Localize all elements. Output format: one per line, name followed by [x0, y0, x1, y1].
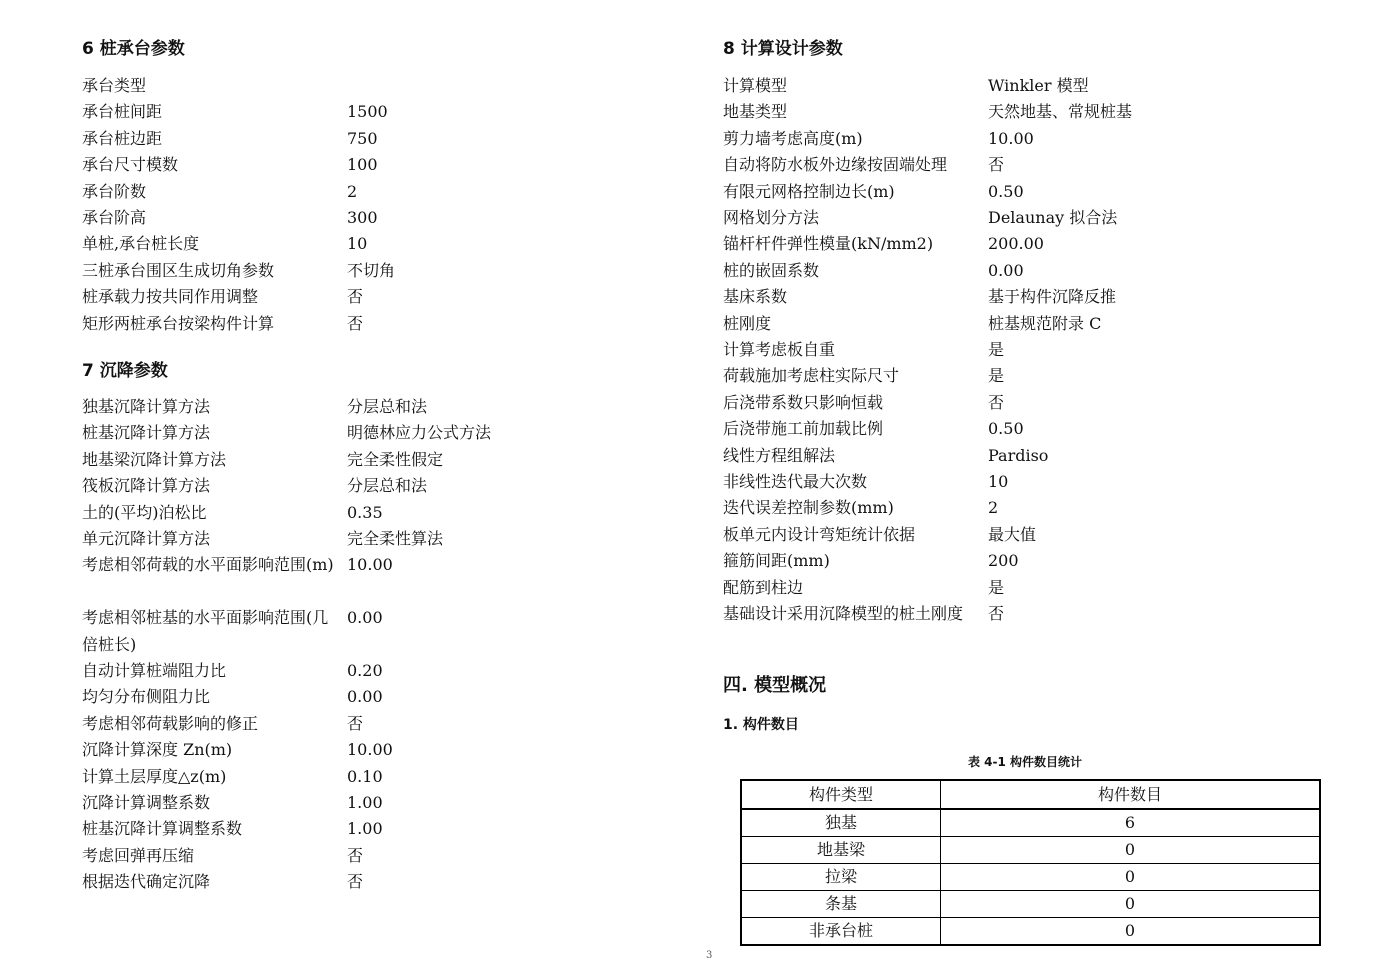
- param-label: 矩形两桩承台按梁构件计算: [82, 313, 275, 333]
- param-value: 完全柔性算法: [347, 529, 444, 548]
- param-label: 计算考虑板自重: [723, 340, 836, 359]
- section-6-heading: [82, 34, 185, 59]
- param-label: 箍筋间距(mm): [723, 551, 830, 571]
- param-label: 地基梁沉降计算方法: [82, 449, 227, 469]
- param-label: 均匀分布侧阻力比: [82, 687, 211, 707]
- param-value: 分层总和法: [347, 476, 428, 496]
- header-component-type: 构件类型: [741, 780, 941, 809]
- param-value: 天然地基、常规桩基: [988, 102, 1133, 122]
- param-value: 0.00: [347, 608, 383, 628]
- param-value: 750: [347, 128, 378, 148]
- param-value: 200: [988, 551, 1019, 571]
- param-label: 基床系数: [723, 287, 788, 307]
- param-value: 10.00: [347, 555, 393, 575]
- section-8-title: 计算设计参数: [740, 39, 843, 59]
- param-label: 考虑相邻桩基的水平面影响范围(几倍桩长): [82, 608, 329, 654]
- cell-count: 0: [941, 918, 1321, 946]
- table-row: [741, 891, 1320, 918]
- param-label: 地基类型: [723, 102, 788, 122]
- param-label: 承台类型: [82, 76, 147, 95]
- param-value: 不切角: [347, 260, 396, 280]
- param-label: 配筋到柱边: [723, 577, 804, 597]
- cell-count: 0: [941, 864, 1321, 891]
- param-label: 承台尺寸模数: [82, 155, 179, 175]
- param-value: 分层总和法: [347, 397, 428, 416]
- chapter-4-title: 四. 模型概况: [723, 675, 827, 696]
- param-label: 桩承载力按共同作用调整: [82, 287, 259, 307]
- param-label: 考虑相邻荷载影响的修正: [82, 713, 259, 733]
- param-label: 承台桩间距: [82, 102, 163, 122]
- table-row: [741, 918, 1320, 946]
- param-value: 否: [347, 287, 364, 307]
- param-label: 桩基沉降计算方法: [82, 423, 211, 443]
- param-value: 否: [988, 155, 1005, 175]
- section-8-number: 8: [723, 39, 735, 59]
- param-value: 最大值: [988, 524, 1037, 544]
- param-value: 否: [347, 313, 364, 333]
- cell-count: 6: [941, 809, 1321, 837]
- param-label: 荷载施加考虑柱实际尺寸: [723, 366, 900, 386]
- table-row: [741, 864, 1320, 891]
- param-value: 0.35: [347, 502, 383, 522]
- param-label: 考虑回弹再压缩: [82, 845, 195, 865]
- section-7-heading: [82, 356, 168, 381]
- param-label: 承台阶高: [82, 208, 147, 227]
- param-label: 筏板沉降计算方法: [82, 476, 211, 496]
- param-value: 2: [988, 498, 999, 518]
- section-7-title: 沉降参数: [99, 361, 168, 381]
- param-value: 基于构件沉降反推: [988, 287, 1117, 307]
- table-caption: 表 4-1 构件数目统计: [968, 755, 1083, 769]
- param-value: 1.00: [347, 819, 383, 839]
- param-label: 沉降计算调整系数: [82, 793, 211, 812]
- param-value: 10: [347, 234, 368, 254]
- param-value: 否: [988, 392, 1005, 412]
- param-label: 独基沉降计算方法: [82, 397, 211, 416]
- param-value: 10: [988, 472, 1009, 491]
- table-header-row: [741, 780, 1320, 809]
- param-label: 单桩,承台桩长度: [82, 234, 200, 254]
- param-value: 2: [347, 181, 358, 201]
- param-label: 单元沉降计算方法: [82, 529, 211, 548]
- param-value: 200.00: [988, 234, 1044, 254]
- param-value: 否: [347, 845, 364, 865]
- param-value: 100: [347, 155, 378, 175]
- param-label: 计算模型: [723, 76, 788, 95]
- param-value: 300: [347, 208, 378, 227]
- section-7-number: 7: [82, 361, 94, 381]
- param-label: 承台桩边距: [82, 128, 163, 148]
- param-value: 1.00: [347, 793, 383, 812]
- param-value: 1500: [347, 102, 388, 122]
- param-label: 后浇带施工前加载比例: [723, 419, 884, 439]
- param-value: 0.50: [988, 181, 1024, 201]
- param-label: 土的(平均)泊松比: [82, 502, 207, 522]
- param-value: 否: [988, 604, 1005, 623]
- param-value: 桩基规范附录 C: [988, 313, 1102, 333]
- param-label: 有限元网格控制边长(m): [723, 181, 895, 201]
- cell-count: 0: [941, 891, 1321, 918]
- param-value: 0.50: [988, 419, 1024, 439]
- param-label: 网格划分方法: [723, 208, 820, 227]
- cell-type: 独基: [741, 809, 941, 837]
- param-value: 10.00: [988, 128, 1034, 148]
- param-label: 线性方程组解法: [723, 445, 836, 465]
- param-label: 桩刚度: [723, 313, 772, 333]
- subsection-1-title: 1. 构件数目: [723, 717, 799, 733]
- param-label: 剪力墙考虑高度(m): [723, 128, 863, 148]
- param-value: 0.00: [347, 687, 383, 707]
- param-label: 桩的嵌固系数: [723, 260, 820, 280]
- cell-count: 0: [941, 837, 1321, 864]
- param-label: 非线性迭代最大次数: [723, 472, 868, 491]
- section-8-heading: [723, 34, 843, 59]
- param-value: 0.20: [347, 661, 383, 680]
- param-value: 否: [347, 872, 364, 892]
- param-value: 0.10: [347, 766, 383, 786]
- param-label: 计算土层厚度△z(m): [82, 766, 227, 786]
- param-value: Pardiso: [988, 445, 1049, 465]
- table-row: [741, 809, 1320, 837]
- param-value: 明德林应力公式方法: [347, 423, 492, 443]
- cell-type: 非承台桩: [741, 918, 941, 946]
- param-value: Winkler 模型: [988, 76, 1089, 95]
- param-value: 否: [347, 713, 364, 733]
- param-value: 完全柔性假定: [347, 449, 444, 469]
- cell-type: 条基: [741, 891, 941, 918]
- param-label: 自动将防水板外边缘按固端处理: [723, 155, 948, 175]
- param-label: 锚杆杆件弹性模量(kN/mm2): [723, 234, 934, 254]
- param-value: 是: [988, 340, 1005, 359]
- table-row: [741, 837, 1320, 864]
- component-count-table: [740, 779, 1321, 946]
- param-value: 是: [988, 577, 1005, 597]
- param-label: 沉降计算深度 Zn(m): [82, 740, 233, 760]
- param-value: 0.00: [988, 260, 1024, 280]
- page-number: 3: [706, 950, 713, 961]
- cell-type: 地基梁: [741, 837, 941, 864]
- param-label: 迭代误差控制参数(mm): [723, 498, 894, 518]
- param-value: 是: [988, 366, 1005, 386]
- param-label: 考虑相邻荷载的水平面影响范围(m): [82, 555, 334, 575]
- param-label: 板单元内设计弯矩统计依据: [723, 524, 916, 544]
- param-label: 后浇带系数只影响恒载: [723, 392, 884, 412]
- param-label: 承台阶数: [82, 181, 147, 201]
- param-value: Delaunay 拟合法: [988, 208, 1118, 227]
- param-label: 桩基沉降计算调整系数: [82, 819, 243, 839]
- cell-type: 拉梁: [741, 864, 941, 891]
- param-label: 三桩承台围区生成切角参数: [82, 260, 275, 280]
- param-value: 10.00: [347, 740, 393, 760]
- section-6-title: 桩承台参数: [99, 39, 185, 59]
- param-label: 基础设计采用沉降模型的桩土刚度: [723, 604, 964, 623]
- section-6-number: 6: [82, 39, 94, 59]
- header-component-count: 构件数目: [941, 780, 1321, 809]
- param-label: 根据迭代确定沉降: [82, 872, 211, 892]
- param-label: 自动计算桩端阻力比: [82, 661, 227, 680]
